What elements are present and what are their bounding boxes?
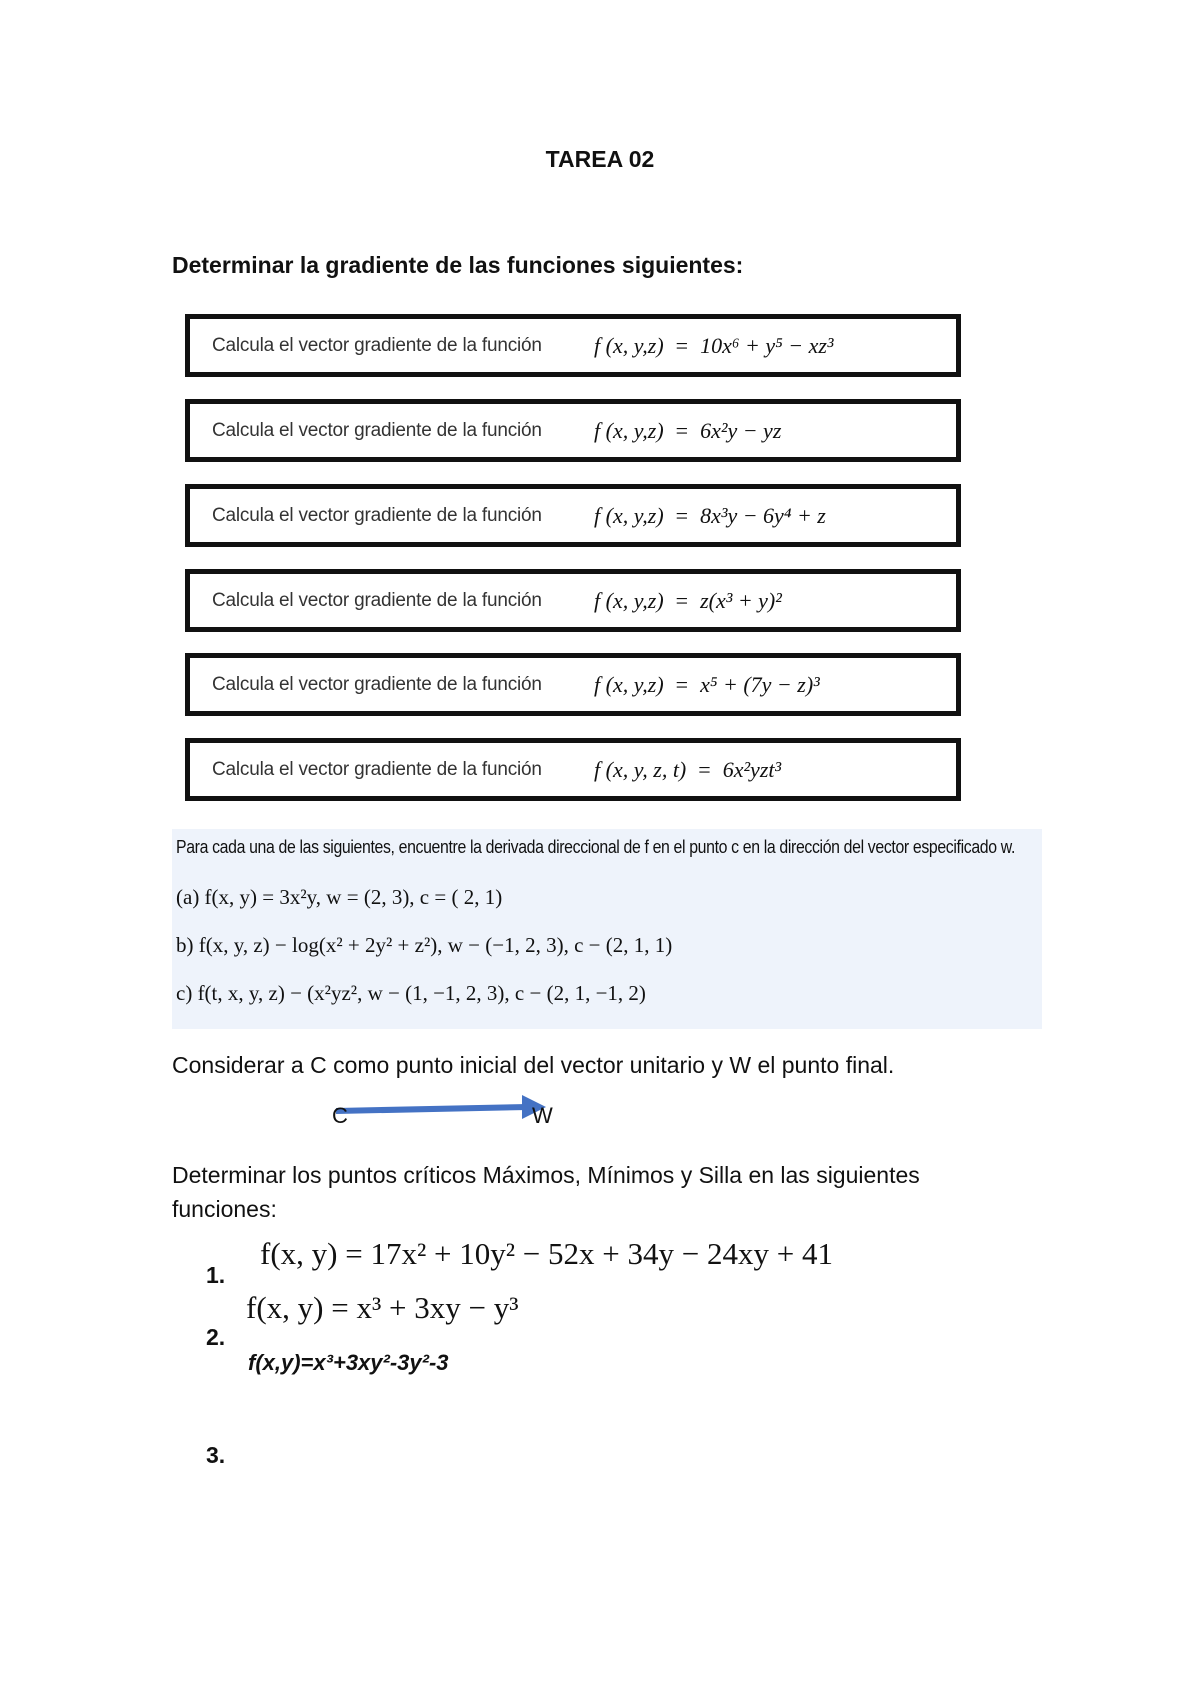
function-rhs: 6x²y − yz (700, 417, 782, 443)
critical-points-heading-line1: Determinar los puntos críticos Máximos, Mínimos y Silla en las siguientes (172, 1162, 920, 1188)
critical-function-1: f(x, y) = 17x² + 10y² − 52x + 34y − 24xy + 41 (260, 1236, 833, 1271)
gradient-box-lead: Calcula el vector gradiente de la función (212, 589, 542, 611)
gradient-box-1 (185, 314, 961, 377)
gradient-function (594, 672, 820, 698)
directional-item-a: (a) f(x, y) = 3x²y, w = (2, 3), c = ( 2, 1) (176, 885, 503, 909)
list-number-2: 2. (206, 1324, 226, 1350)
gradient-box-3 (185, 484, 961, 547)
gradient-box-4 (185, 569, 961, 632)
critical-function-3: f(x,y)=x³+3xy²-3y²-3 (248, 1350, 449, 1375)
function-lhs: f (x, y,z) (594, 417, 664, 443)
gradient-function (594, 333, 834, 359)
directional-derivative-intro: Para cada una de las siguientes, encuentre la derivada direccional de f en el punto c en la dirección del vector especificado w. (176, 837, 1016, 857)
gradient-box-lead: Calcula el vector gradiente de la función (212, 334, 542, 356)
equals-sign: = (675, 587, 689, 613)
page-title: TAREA 02 (545, 146, 655, 172)
vector-note: Considerar a C como punto inicial del vector unitario y W el punto final. (172, 1052, 895, 1078)
vector-end-label: W (532, 1103, 553, 1128)
function-rhs: z(x³ + y)² (700, 587, 782, 613)
gradient-box-lead: Calcula el vector gradiente de la función (212, 673, 542, 695)
function-rhs: 6x²yzt³ (722, 756, 782, 782)
equals-sign: = (675, 417, 689, 443)
function-lhs: f (x, y, z, t) (594, 756, 687, 782)
equals-sign: = (698, 756, 711, 782)
vector-shaft (336, 1107, 528, 1111)
function-rhs: 8x³y − 6y⁴ + z (700, 502, 826, 528)
function-lhs: f (x, y,z) (594, 502, 664, 528)
equals-sign: = (675, 502, 689, 528)
function-lhs: f (x, y,z) (594, 587, 664, 613)
gradient-function (594, 503, 826, 529)
vector-start-label: C (332, 1103, 348, 1128)
function-lhs: f (x, y,z) (594, 671, 664, 697)
vector-diagram (332, 1095, 572, 1135)
gradient-function (594, 588, 782, 614)
directional-item-c: c) f(t, x, y, z) − (x²yz², w − (1, −1, 2, 3), c − (2, 1, −1, 2) (176, 981, 646, 1005)
equals-sign: = (675, 671, 689, 697)
gradient-function (594, 418, 781, 444)
gradient-box-2 (185, 399, 961, 462)
function-lhs: f (x, y,z) (594, 332, 664, 358)
equals-sign: = (675, 332, 689, 358)
directional-derivative-panel (172, 829, 1042, 1029)
gradient-box-5 (185, 653, 961, 716)
critical-points-heading-line2: funciones: (172, 1196, 277, 1222)
gradient-box-lead: Calcula el vector gradiente de la función (212, 419, 542, 441)
function-rhs: 10x⁶ + y⁵ − xz³ (700, 332, 834, 358)
gradient-box-lead: Calcula el vector gradiente de la función (212, 504, 542, 526)
gradient-box-6 (185, 738, 961, 801)
gradient-box-lead: Calcula el vector gradiente de la función (212, 758, 542, 780)
function-rhs: x⁵ + (7y − z)³ (700, 671, 820, 697)
list-number-1: 1. (206, 1262, 226, 1288)
critical-function-2: f(x, y) = x³ + 3xy − y³ (246, 1290, 519, 1325)
section-heading-gradient: Determinar la gradiente de las funciones siguientes: (172, 252, 744, 278)
directional-item-b: b) f(x, y, z) − log(x² + 2y² + z²), w − (−1, 2, 3), c − (2, 1, 1) (176, 933, 673, 957)
list-number-3: 3. (206, 1442, 226, 1468)
gradient-function (594, 757, 781, 783)
